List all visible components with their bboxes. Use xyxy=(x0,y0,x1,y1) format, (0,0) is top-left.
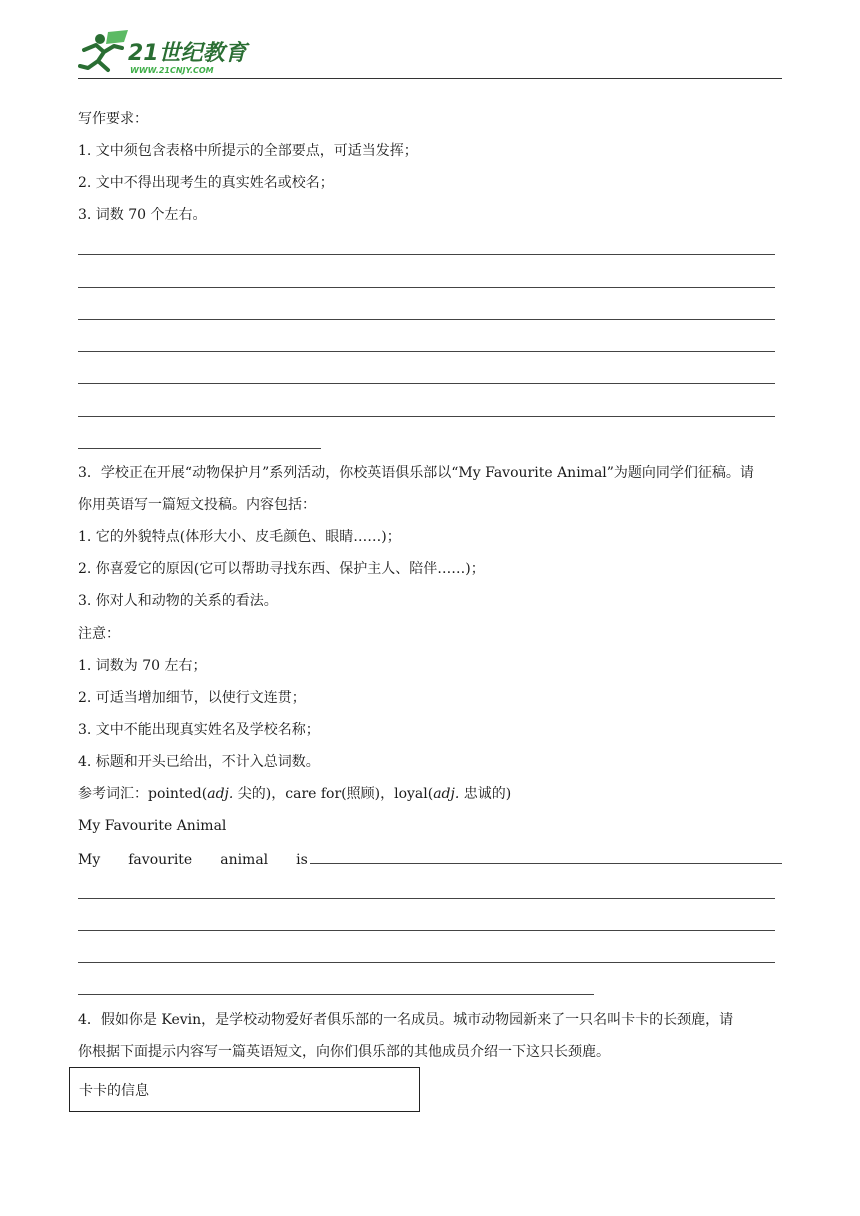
q4-prompt: 4．假如你是 Kevin，是学校动物爱好者俱乐部的一名成员。城市动物园新来了一只名叫卡卡的长颈鹿，请 xyxy=(78,1012,734,1028)
logo xyxy=(78,28,268,78)
opening-word: animal xyxy=(220,852,269,868)
header-divider xyxy=(78,78,782,79)
note-item: 3. 文中不能出现真实姓名及学校名称； xyxy=(78,722,320,738)
content-item: 3. 你对人和动物的关系的看法。 xyxy=(78,593,278,609)
note-item: 2. 可适当增加细节，以使行文连贯； xyxy=(78,690,306,706)
content-item: 1. 它的外貌特点(体形大小、皮毛颜色、眼睛……)； xyxy=(78,529,401,545)
vocab-hint xyxy=(78,784,511,804)
vocab-text: 尖的)，care for(照顾)，loyal( xyxy=(233,786,434,802)
essay-opening xyxy=(78,848,782,868)
vocab-label: 参考词汇： xyxy=(78,786,148,802)
answer-line[interactable] xyxy=(78,287,775,288)
answer-line[interactable] xyxy=(78,930,775,931)
answer-line[interactable] xyxy=(78,254,775,255)
opening-word: My xyxy=(78,852,101,868)
vocab-text: 忠诚的) xyxy=(459,786,512,802)
opening-word: favourite xyxy=(128,852,193,868)
vocab-text: pointed( xyxy=(148,786,208,802)
answer-line[interactable] xyxy=(78,416,775,417)
requirement-item: 2. 文中不得出现考生的真实姓名或校名； xyxy=(78,175,334,191)
logo-text: 21世纪教育 xyxy=(128,41,247,66)
q3-prompt: 你用英语写一篇短文投稿。内容包括： xyxy=(78,497,316,513)
answer-line[interactable] xyxy=(78,383,775,384)
table-header-cell: 卡卡的信息 xyxy=(79,1083,149,1099)
answer-line-short[interactable] xyxy=(78,448,321,449)
q4-prompt: 你根据下面提示内容写一篇英语短文，向你们俱乐部的其他成员介绍一下这只长颈鹿。 xyxy=(78,1044,610,1060)
answer-line[interactable] xyxy=(78,351,775,352)
note-item: 4. 标题和开头已给出，不计入总词数。 xyxy=(78,754,320,770)
answer-line[interactable] xyxy=(78,962,775,963)
logo-url: WWW.21CNJY.COM xyxy=(130,66,214,75)
info-table xyxy=(69,1067,420,1112)
answer-line[interactable] xyxy=(310,863,782,864)
vocab-abbr: adj. xyxy=(433,786,460,802)
running-figure-icon xyxy=(80,30,128,70)
opening-word: is xyxy=(296,852,308,868)
content-item: 2. 你喜爱它的原因(它可以帮助寻找东西、保护主人、陪伴……)； xyxy=(78,561,485,577)
page-header xyxy=(78,26,782,80)
notes-heading: 注意： xyxy=(78,626,120,642)
q3-prompt: 3．学校正在开展“动物保护月”系列活动，你校英语俱乐部以“My Favourite Animal”为题向同学们征稿。请 xyxy=(78,465,754,481)
vocab-abbr: adj. xyxy=(207,786,234,802)
answer-line[interactable] xyxy=(78,898,775,899)
answer-line[interactable] xyxy=(78,319,775,320)
requirement-item: 3. 词数 70 个左右。 xyxy=(78,207,207,223)
answer-line-short[interactable] xyxy=(78,994,594,995)
requirement-item: 1. 文中须包含表格中所提示的全部要点，可适当发挥； xyxy=(78,143,418,159)
requirements-heading: 写作要求： xyxy=(78,111,148,127)
note-item: 1. 词数为 70 左右； xyxy=(78,658,207,674)
essay-title: My Favourite Animal xyxy=(78,818,227,834)
